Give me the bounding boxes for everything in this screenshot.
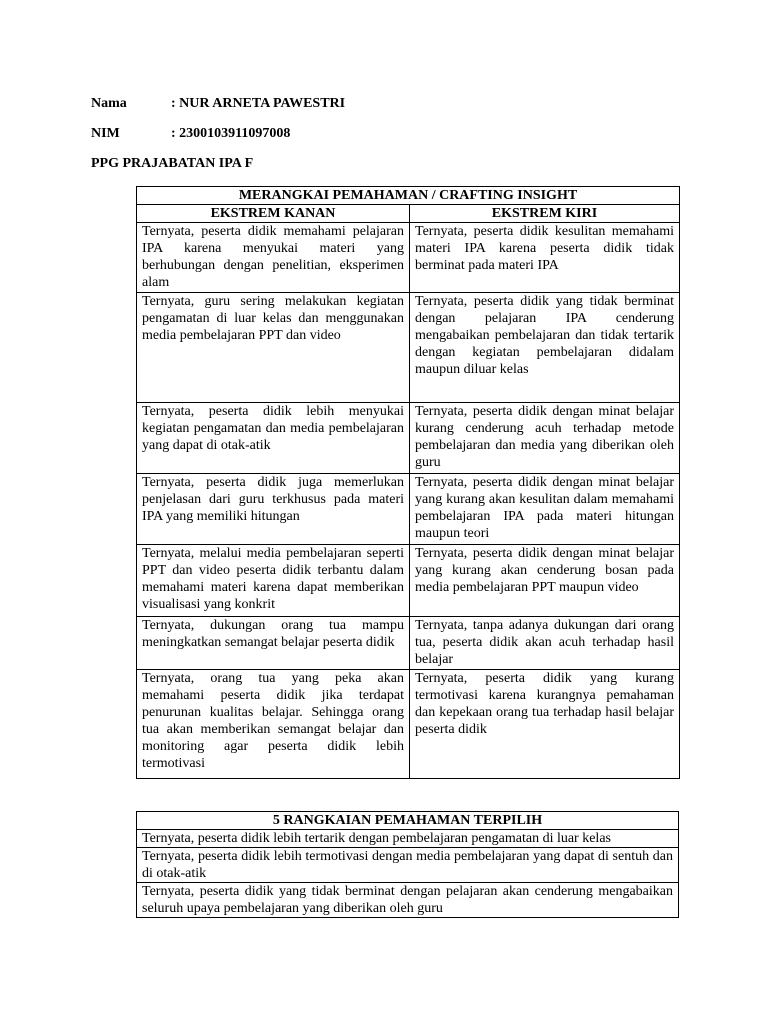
table-row [137,474,680,545]
table-row [137,830,679,848]
cell-ekstrem-kiri: Ternyata, peserta didik yang tidak berminat dengan pelajaran IPA cenderung mengabaikan pembelajaran dan tidak tertarik dengan kegiatan pembelajaran didalam maupun diluar kelas [410,293,680,403]
crafting-insight-table [136,186,680,779]
table-row [137,617,680,670]
cell-ekstrem-kanan: Ternyata, orang tua yang peka akan memahami peserta didik jika terdapat penurunan kualitas belajar. Sehingga orang tua akan memberikan semangat belajar dan monitoring agar peserta didik lebih termotivasi [137,670,410,779]
cell-ekstrem-kanan: Ternyata, peserta didik memahami pelajaran IPA karena menyukai materi yang berhubungan dengan penelitian, eksperimen alam [137,223,410,293]
cell-ekstrem-kiri: Ternyata, peserta didik kesulitan memahami materi IPA karena peserta didik tidak berminat pada materi IPA [410,223,680,293]
col-header-ekstrem-kiri: EKSTREM KIRI [410,205,680,223]
cell-ekstrem-kanan: Ternyata, guru sering melakukan kegiatan pengamatan di luar kelas dan menggunakan media pembelajaran PPT dan video [137,293,410,403]
cell-ekstrem-kanan: Ternyata, melalui media pembelajaran seperti PPT dan video peserta didik terbantu dalam memahami materi karena dapat memberikan visualisasi yang konkrit [137,545,410,617]
table-row [137,403,680,474]
program-line: PPG PRAJABATAN IPA F [91,156,254,171]
name-line [91,95,345,113]
selected-table-title: 5 RANGKAIAN PEMAHAMAN TERPILIH [137,812,679,830]
table-row [137,670,680,779]
cell-ekstrem-kiri: Ternyata, peserta didik yang kurang termotivasi karena kurangnya pemahaman dan kepekaan orang tua terhadap hasil belajar peserta didik [410,670,680,779]
selected-insights-table [136,811,679,918]
col-header-ekstrem-kanan: EKSTREM KANAN [137,205,410,223]
table-row [137,545,680,617]
cell-ekstrem-kanan: Ternyata, dukungan orang tua mampu meningkatkan semangat belajar peserta didik [137,617,410,670]
cell-ekstrem-kiri: Ternyata, peserta didik dengan minat belajar yang kurang akan kesulitan dalam memahami pembelajaran IPA pada materi hitungan maupun teori [410,474,680,545]
name-value: : NUR ARNETA PAWESTRI [171,96,346,111]
nim-label: NIM [91,126,120,141]
selected-insight-cell: Ternyata, peserta didik lebih termotivasi dengan media pembelajaran yang dapat di sentuh dan di otak-atik [137,848,679,883]
cell-ekstrem-kiri: Ternyata, peserta didik dengan minat belajar kurang cenderung acuh terhadap metode pembelajaran dan media yang diberikan oleh guru [410,403,680,474]
table-row [137,223,680,293]
selected-insight-cell: Ternyata, peserta didik lebih tertarik dengan pembelajaran pengamatan di luar kelas [137,830,679,848]
table-row [137,293,680,403]
name-label: Nama [91,96,127,111]
nim-line [91,125,290,143]
crafting-table-title: MERANGKAI PEMAHAMAN / CRAFTING INSIGHT [137,187,680,205]
selected-insight-cell: Ternyata, peserta didik yang tidak berminat dengan pelajaran akan cenderung mengabaikan seluruh upaya pembelajaran yang diberikan oleh guru [137,883,679,918]
table-row [137,883,679,918]
nim-value: : 2300103911097008 [171,126,291,141]
cell-ekstrem-kanan: Ternyata, peserta didik lebih menyukai kegiatan pengamatan dan media pembelajaran yang dapat di otak-atik [137,403,410,474]
cell-ekstrem-kiri: Ternyata, peserta didik dengan minat belajar yang kurang akan cenderung bosan pada media pembelajaran PPT maupun video [410,545,680,617]
cell-ekstrem-kiri: Ternyata, tanpa adanya dukungan dari orang tua, peserta didik akan acuh terhadap hasil belajar [410,617,680,670]
cell-ekstrem-kanan: Ternyata, peserta didik juga memerlukan penjelasan dari guru terkhusus pada materi IPA yang memiliki hitungan [137,474,410,545]
table-row [137,848,679,883]
